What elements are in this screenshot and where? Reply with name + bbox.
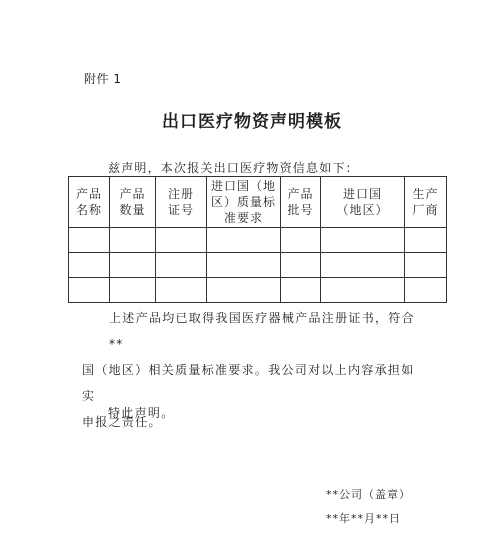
table-cell[interactable]	[69, 228, 110, 253]
header-line: 产品	[75, 187, 102, 201]
table-cell[interactable]	[207, 228, 281, 253]
table-cell[interactable]	[69, 253, 110, 278]
header-line: 准要求	[223, 211, 263, 225]
header-line: 进口国	[342, 187, 382, 201]
table-cell[interactable]	[321, 253, 405, 278]
table-cell[interactable]	[156, 278, 207, 303]
paragraph-line: 申报之责任。	[82, 415, 162, 429]
table-cell[interactable]	[405, 253, 447, 278]
paragraph-line: 上述产品均已取得我国医疗器械产品注册证书，符合**	[109, 311, 415, 351]
header-line: 批号	[287, 203, 314, 217]
date-line: **年**月**日	[326, 512, 401, 525]
header-line: 数量	[119, 203, 146, 217]
table-cell[interactable]	[281, 228, 321, 253]
header-line: 生产	[412, 187, 439, 201]
company-seal-line: **公司（盖章）	[326, 488, 411, 501]
table-cell[interactable]	[207, 253, 281, 278]
header-product-quantity	[110, 177, 156, 228]
header-line: 注册	[167, 187, 194, 201]
table-cell[interactable]	[405, 278, 447, 303]
attachment-label: 附件 1	[84, 72, 122, 86]
closing-statement: 特此声明。	[108, 406, 175, 420]
header-line: 证号	[167, 203, 194, 217]
table-cell[interactable]	[281, 253, 321, 278]
table-cell[interactable]	[156, 228, 207, 253]
table-cell[interactable]	[69, 278, 110, 303]
table-cell[interactable]	[281, 278, 321, 303]
table-cell[interactable]	[405, 228, 447, 253]
header-batch-number	[281, 177, 321, 228]
header-line: 区）质量标	[210, 195, 276, 209]
header-line: 产品	[287, 187, 314, 201]
table-header-row	[69, 177, 447, 228]
table-cell[interactable]	[110, 253, 156, 278]
header-line: 产品	[119, 187, 146, 201]
header-line: 厂商	[412, 203, 439, 217]
table-cell[interactable]	[110, 228, 156, 253]
intro-text: 兹声明，本次报关出口医疗物资信息如下：	[108, 161, 359, 175]
goods-table	[68, 176, 447, 303]
header-import-quality-standard	[207, 177, 281, 228]
table-row	[69, 253, 447, 278]
table-cell[interactable]	[207, 278, 281, 303]
header-line: 名称	[75, 203, 102, 217]
document-title: 出口医疗物资声明模板	[162, 112, 342, 132]
header-manufacturer	[405, 177, 447, 228]
header-product-name	[69, 177, 110, 228]
header-import-country	[321, 177, 405, 228]
table-row	[69, 228, 447, 253]
table-cell[interactable]	[110, 278, 156, 303]
table-cell[interactable]	[321, 278, 405, 303]
header-line: （地区）	[336, 203, 389, 217]
header-registration-number	[156, 177, 207, 228]
table-row	[69, 278, 447, 303]
header-line: 进口国（地	[210, 179, 276, 193]
table-cell[interactable]	[321, 228, 405, 253]
table-cell[interactable]	[156, 253, 207, 278]
paragraph-line: 国（地区）相关质量标准要求。我公司对以上内容承担如实	[82, 363, 415, 403]
